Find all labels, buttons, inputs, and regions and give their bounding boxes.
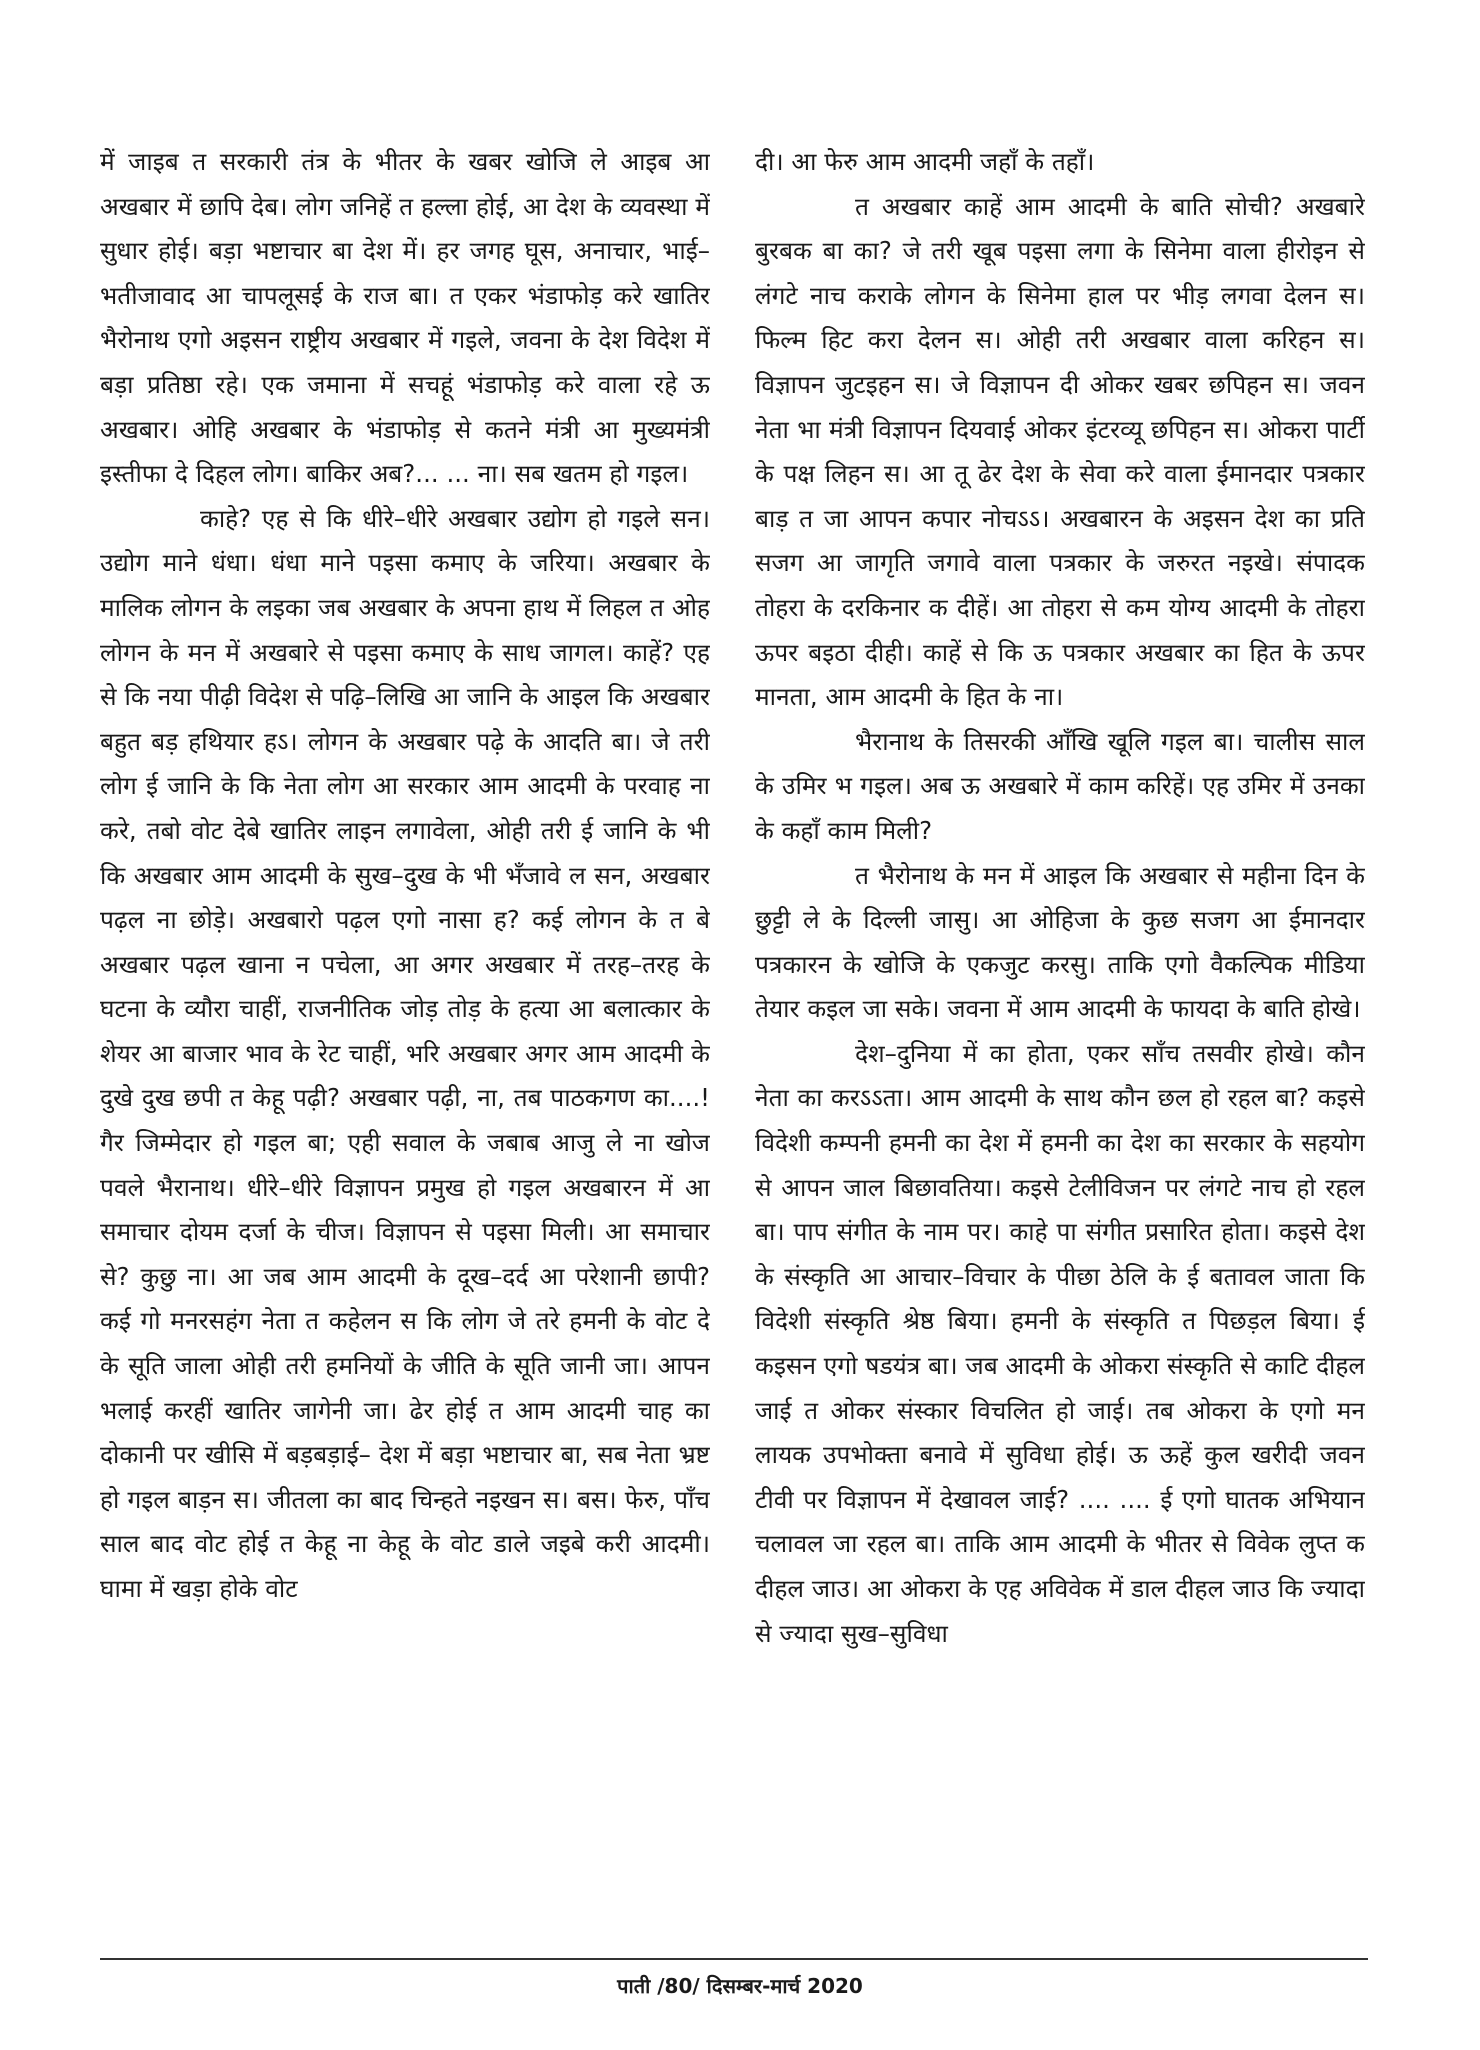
paragraph: काहे? एह से कि धीरे–धीरे अखबार उद्योग हो गइले सन। उद्योग माने धंधा। धंधा माने पइसा कमाए के जरिया। अखबार के मालिक लोगन के लइका जब अखबार के अपना हाथ में लिहल त ओह लोगन के मन में अखबारे से पइसा कमाए के साध जागल। काहें? एह से कि नया पीढ़ी विदेश से पढ़ि–लिखि आ जानि के आइल कि अखबार बहुत बड़ हथियार हऽ। लोगन के अखबार पढ़े के आदति बा। जे तरी लोग ई जानि के कि नेता लोग आ सरकार आम आदमी के परवाह ना करे, तबो वोट देबे खातिर लाइन लगावेला, ओही तरी ई जानि के भी कि अखबार आम आदमी के सुख–दुख के भी भँजावे ल सन, अखबार पढ़ल ना छोड़े। अखबारो पढ़ल एगो नासा ह? कई लोगन के त बे अखबार पढ़ल खाना न पचेला, आ अगर अखबार में तरह–तरह के घटना के व्यौरा चाहीं, राजनीतिक जोड़ तोड़ के हत्या आ बलात्कार के शेयर आ बाजार भाव के रेट चाहीं, भरि अखबार अगर आम आदमी के दुखे दुख छपी त केहू पढ़ी? अखबार पढ़ी, ना, तब पाठकगण का....! गैर जिम्मेदार हो गइल बा; एही सवाल के जबाब आजु ले ना खोज पवले भैरानाथ। धीरे–धीरे विज्ञापन प्रमुख हो गइल अखबारन में आ समाचार दोयम दर्जा के चीज। विज्ञापन से पइसा मिली। आ समाचार से? कुछु ना। आ जब आम आदमी के दूख–दर्द आ परेशानी छापी? कई गो मनरसहंग नेता त कहेलन स कि लोग जे तरे हमनी के वोट दे के सूति जाला ओही तरी हमनियों के जीति के सूति जानी जा। आपन भलाई करहीं खातिर जागेनी जा। ढेर होई त आम आदमी चाह का दोकानी पर खीसि में बड़बड़ाई– देश में बड़ा भष्टाचार बा, सब नेता भ्रष्ट हो गइल बाड़न स। जीतला का बाद चिन्हते नइखन स। बस। फेरु, पाँच साल बाद वोट होई त केहू ना केहू के वोट डाले जइबे करी आदमी। घामा में खड़ा होके वोट xyxy=(100,503,710,1603)
article-body xyxy=(100,140,1365,1940)
footer-divider xyxy=(100,1958,1368,1960)
paragraph: त भैरोनाथ के मन में आइल कि अखबार से महीना दिन के छुट्टी ले के दिल्ली जासु। आ ओहिजा के कुछ सजग आ ईमानदार पत्रकारन के खोजि के एकजुट करसु। ताकि एगो वैकल्पिक मीडिया तेयार कइल जा सके। जवना में आम आदमी के फायदा के बाति होखे। xyxy=(755,860,1365,1024)
paragraph: में जाइब त सरकारी तंत्र के भीतर के खबर खोजि ले आइब आ अखबार में छापि देब। लोग जनिहें त हल्ला होई, आ देश के व्यवस्था में सुधार होई। बड़ा भष्टाचार बा देश में। हर जगह घूस, अनाचार, भाई–भतीजावाद आ चापलूसई के राज बा। त एकर भंडाफोड़ करे खातिर भैरोनाथ एगो अइसन राष्ट्रीय अखबार में गइले, जवना के देश विदेश में बड़ा प्रतिष्ठा रहे। एक जमाना में सचहूं भंडाफोड़ करे वाला रहे ऊ अखबार। ओहि अखबार के भंडाफोड़ से कतने मंत्री आ मुख्यमंत्री इस्तीफा दे दिहल लोग। बाकिर अब?... ... ना। सब खतम हो गइल। xyxy=(100,147,710,489)
paragraph: भैरानाथ के तिसरकी आँखि खूलि गइल बा। चालीस साल के उमिर भ गइल। अब ऊ अखबारे में काम करिहें। एह उमिर में उनका के कहाँ काम मिली? xyxy=(755,726,1365,845)
right-column xyxy=(755,140,1365,1940)
left-column xyxy=(100,140,710,1940)
paragraph: दी। आ फेरु आम आदमी जहाँ के तहाँ। xyxy=(755,147,1095,176)
page-footer: पाती /80/ दिसम्बर-मार्च 2020 xyxy=(617,1974,863,1998)
paragraph: त अखबार काहें आम आदमी के बाति सोची? अखबारे बुरबक बा का? जे तरी खूब पइसा लगा के सिनेमा वाला हीरोइन से लंगटे नाच कराके लोगन के सिनेमा हाल पर भीड़ लगवा देलन स। फिल्म हिट करा देलन स। ओही तरी अखबार वाला करिहन स। विज्ञापन जुटइहन स। जे विज्ञापन दी ओकर खबर छपिहन स। जवन नेता भा मंत्री विज्ञापन दियवाई ओकर इंटरव्यू छपिहन स। ओकरा पार्टी के पक्ष लिहन स। आ तू ढेर देश के सेवा करे वाला ईमानदार पत्रकार बाड़ त जा आपन कपार नोचऽऽ। अखबारन के अइसन देश का प्रति सजग आ जागृति जगावे वाला पत्रकार के जरुरत नइखे। संपादक तोहरा के दरकिनार क दीहें। आ तोहरा से कम योग्य आदमी के तोहरा ऊपर बइठा दीही। काहें से कि ऊ पत्रकार अखबार का हित के ऊपर मानता, आम आदमी के हित के ना। xyxy=(755,191,1365,712)
paragraph: देश–दुनिया में का होता, एकर साँच तसवीर होखे। कौन नेता का करऽऽता। आम आदमी के साथ कौन छल हो रहल बा? कइसे विदेशी कम्पनी हमनी का देश में हमनी का देश का सरकार के सहयोग से आपन जाल बिछावतिया। कइसे टेलीविजन पर लंगटे नाच हो रहल बा। पाप संगीत के नाम पर। काहे पा संगीत प्रसारित होता। कइसे देश के संस्कृति आ आचार–विचार के पीछा ठेलि के ई बतावल जाता कि विदेशी संस्कृति श्रेष्ठ बिया। हमनी के संस्कृति त पिछड़ल बिया। ई कइसन एगो षडयंत्र बा। जब आदमी के ओकरा संस्कृति से काटि दीहल जाई त ओकर संस्कार विचलित हो जाई। तब ओकरा के एगो मन लायक उपभोक्ता बनावे में सुविधा होई। ऊ ऊहें कुल खरीदी जवन टीवी पर विज्ञापन में देखावल जाई? .... .... ई एगो घातक अभियान चलावल जा रहल बा। ताकि आम आदमी के भीतर से विवेक लुप्त क दीहल जाउ। आ ओकरा के एह अविवेक में डाल दीहल जाउ कि ज्यादा से ज्यादा सुख–सुविधा xyxy=(755,1038,1365,1648)
